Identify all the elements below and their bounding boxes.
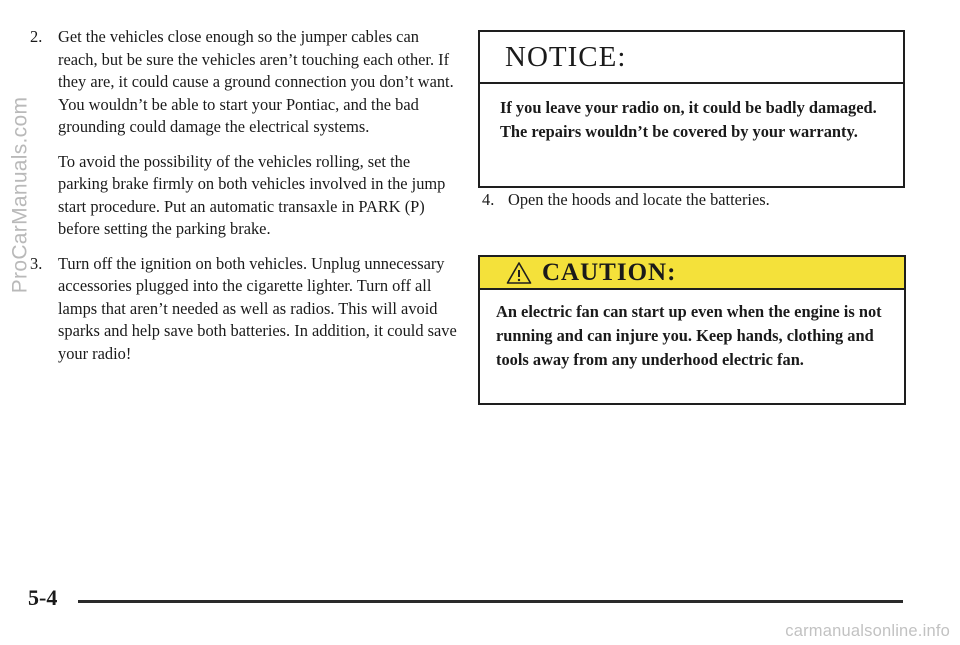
step-4-number: 4. <box>482 190 495 209</box>
parking-brake-paragraph: To avoid the possibility of the vehicles rolling, set the parking brake firmly on both vehicles involved in the jump start procedure. Put an automatic transaxle in PARK (P) before setting the parking brake. <box>58 151 446 238</box>
step-2-text: Get the vehicles close enough so the jumper cables can reach, but be sure the vehicles aren’t touching each other. If they are, it could cause a ground connection you don’t want. You wouldn’t be able to start your Pontiac, and the bad grounding could damage the electrical systems. <box>58 27 454 136</box>
notice-title: NOTICE: <box>505 40 627 73</box>
step-4 <box>482 189 902 212</box>
caution-body: An electric fan can start up even when the engine is not running and can injure you. Keep hands, clothing and tools away from any underhood electric fan. <box>496 302 882 369</box>
warning-triangle-icon <box>506 261 532 285</box>
notice-box <box>478 30 905 188</box>
step-4-text: Open the hoods and locate the batteries. <box>508 190 770 209</box>
caution-header <box>480 257 904 290</box>
step-3-number: 3. <box>30 253 43 273</box>
page-number: 5-4 <box>28 585 58 610</box>
watermark-carmanualsonline: carmanualsonline.info <box>785 622 950 640</box>
notice-header <box>480 32 903 84</box>
step-2-number: 2. <box>30 27 43 46</box>
step-2 <box>30 26 460 139</box>
notice-body: If you leave your radio on, it could be badly damaged. The repairs wouldn’t be covered by your warranty. <box>500 98 877 141</box>
footer-rule <box>78 600 903 603</box>
step-3 <box>30 253 460 366</box>
left-column <box>30 26 460 377</box>
watermark-left-text: ProCarManuals.com <box>8 96 31 294</box>
caution-title: CAUTION: <box>542 258 677 286</box>
caution-box <box>478 255 906 405</box>
step-3-text: Turn off the ignition on both vehicles. Unplug unnecessary accessories plugged into the cigarette lighter. Turn off all lamps that aren’t needed as well as radios. This will avoid sparks and help save both batteries. In addition, it could save your radio! <box>58 253 457 363</box>
